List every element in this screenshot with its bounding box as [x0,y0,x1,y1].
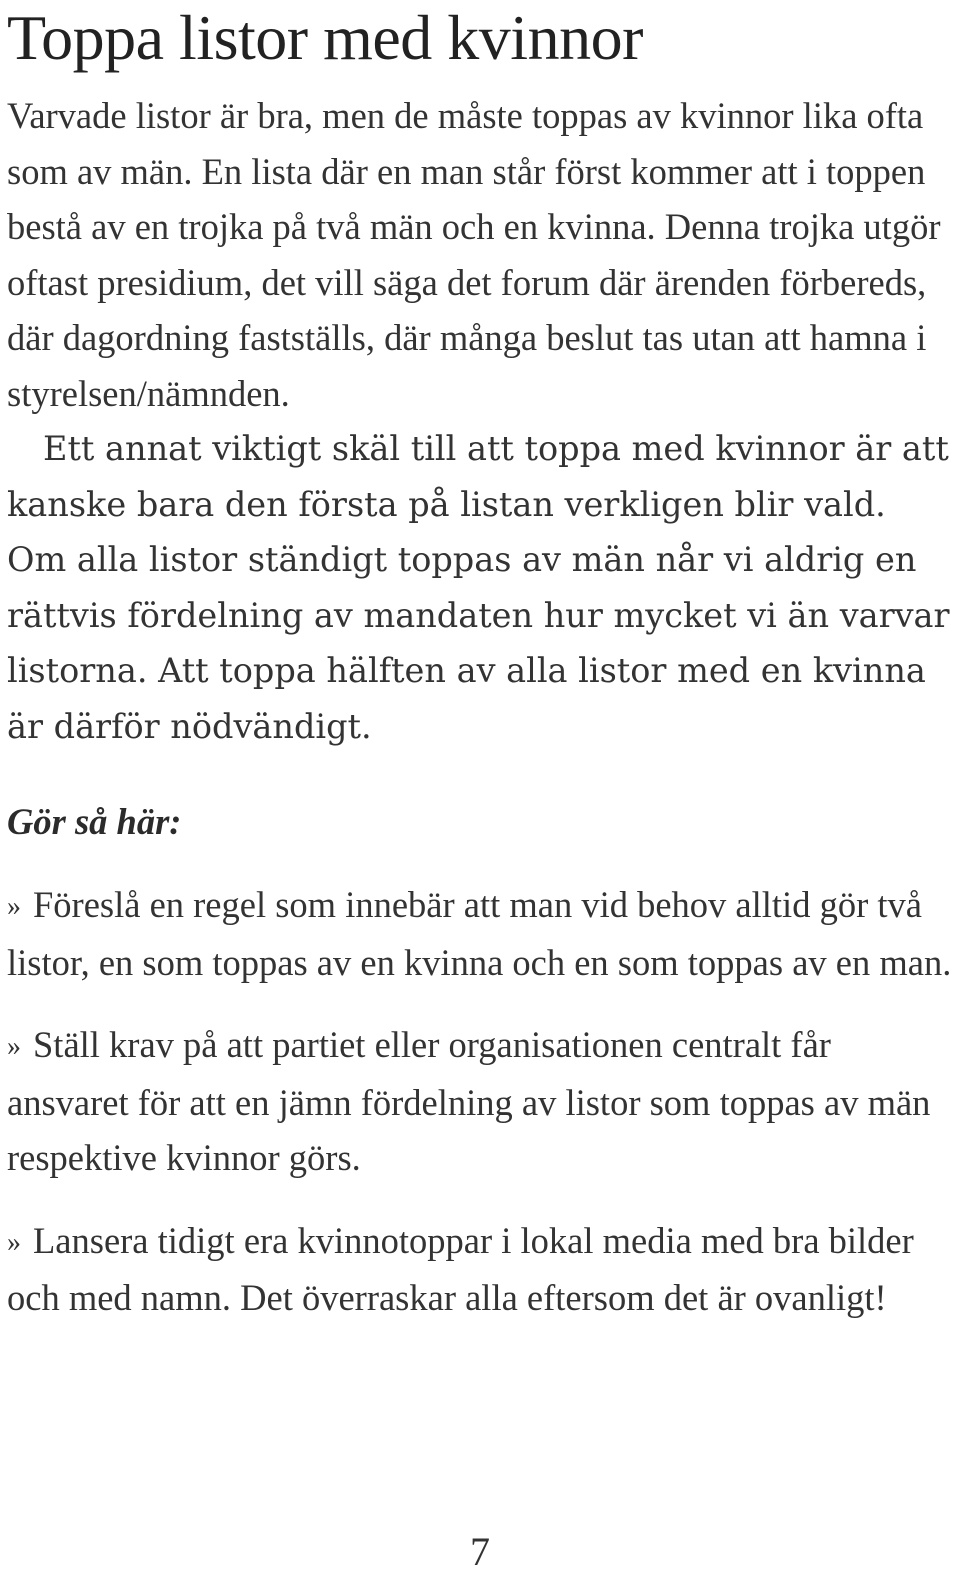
list-item-text: Föreslå en regel som innebär att man vid behov alltid gör två listor, en som toppas av en kvinna och en som toppas av en man. [7,884,952,983]
document-page [7,0,953,1353]
bullet-marker: » [7,891,21,922]
list-item-text: Ställ krav på att partiet eller organisationen centralt får ansvaret för att en jämn fördelning av listor som toppas av män respektive kvinnor görs. [7,1024,931,1178]
list-item [7,1213,953,1326]
recommendation-list [7,877,953,1326]
list-item [7,1017,953,1186]
intro-paragraph: Varvade listor är bra, men de måste toppas av kvinnor lika ofta som av män. En lista där en man står först kommer att i toppen bestå av en trojka på två män och en kvinna. Denna trojka utgör oftast presidium, det vill säga det forum där ärenden förbereds, där dagordning fastställs, där många beslut tas utan att hamna i styrelsen/nämnden. [7,95,941,414]
bullet-marker: » [7,1226,21,1258]
list-item-text: Lansera tidigt era kvinnotoppar i lokal media med bra bilder och med namn. Det överraskar alla eftersom det är ovanligt! [7,1219,914,1318]
page-title: Toppa listor med kvinnor [7,2,643,73]
bullet-marker: » [7,1031,21,1062]
page-number: 7 [470,1529,490,1574]
subheading: Gör så här: [7,801,182,842]
list-item [7,877,953,990]
body-paragraph: Ett annat viktigt skäl till att toppa med kvinnor är att kanske bara den första på listan verkligen blir vald. Om alla listor ständigt toppas av män når vi aldrig en rättvis fördelning av mandaten hur mycket vi än varvar listorna. Att toppa hälften av alla listor med en kvinna är därför nödvändigt. [7,429,950,746]
